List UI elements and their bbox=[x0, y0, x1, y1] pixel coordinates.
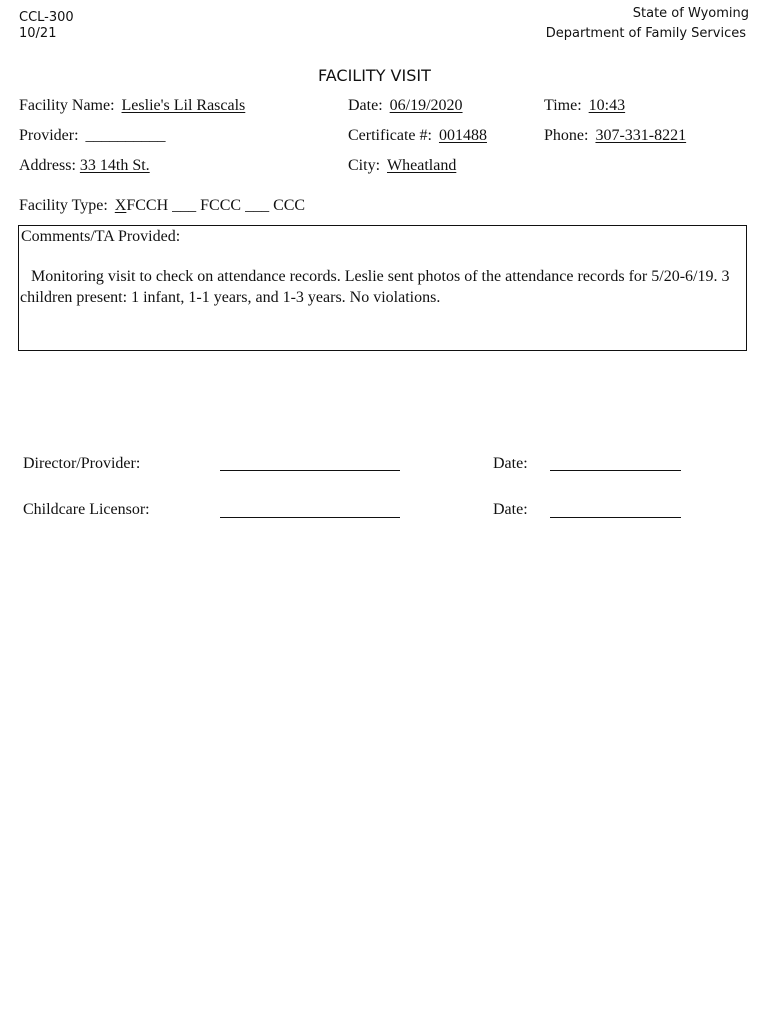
director-date-label: Date: bbox=[493, 455, 528, 472]
certificate-field bbox=[348, 127, 487, 145]
facility-type-fccc-blank: ___ bbox=[172, 197, 197, 214]
comments-text: Monitoring visit to check on attendance records. Leslie sent photos of the attendance records for 5/20-6/19. 3 children present: 1 infant, 1-1 years, and 1-3 years. No violations. bbox=[20, 268, 730, 306]
phone-value: 307-331-8221 bbox=[595, 127, 687, 144]
page-title: FACILITY VISIT bbox=[318, 66, 431, 85]
facility-type-field bbox=[19, 197, 305, 215]
visit-date-value: 06/19/2020 bbox=[389, 97, 463, 114]
facility-type-ccc-blank: ___ bbox=[245, 197, 270, 214]
director-provider-label: Director/Provider: bbox=[23, 455, 141, 472]
address-field bbox=[19, 157, 150, 175]
comments-box bbox=[18, 225, 747, 351]
address-label: Address: bbox=[19, 157, 76, 174]
provider-value: __________ bbox=[85, 127, 166, 144]
childcare-licensor-label: Childcare Licensor: bbox=[23, 501, 150, 518]
licensor-signature-line bbox=[220, 517, 400, 518]
facility-type-fcch-mark: X bbox=[114, 197, 127, 214]
visit-time-field bbox=[544, 97, 625, 115]
facility-name-value: Leslie's Lil Rascals bbox=[121, 97, 246, 114]
provider-label: Provider: bbox=[19, 127, 79, 144]
facility-type-fcch: FCCH bbox=[126, 197, 169, 214]
form-revision: 10/21 bbox=[19, 26, 57, 41]
director-date-line bbox=[550, 470, 681, 471]
licensor-date-label: Date: bbox=[493, 501, 528, 518]
state-name: State of Wyoming bbox=[632, 6, 749, 21]
phone-label: Phone: bbox=[544, 127, 589, 144]
visit-date-label: Date: bbox=[348, 97, 383, 114]
certificate-label: Certificate #: bbox=[348, 127, 432, 144]
visit-date-field bbox=[348, 97, 463, 115]
department-name: Department of Family Services bbox=[545, 26, 746, 41]
city-value: Wheatland bbox=[387, 157, 457, 174]
facility-name-label: Facility Name: bbox=[19, 97, 115, 114]
provider-field bbox=[19, 127, 166, 145]
facility-name-field bbox=[19, 97, 245, 115]
facility-type-ccc: CCC bbox=[273, 197, 306, 214]
certificate-value: 001488 bbox=[438, 127, 487, 144]
form-code: CCL-300 bbox=[19, 10, 74, 25]
licensor-date-line bbox=[550, 517, 681, 518]
visit-time-value: 10:43 bbox=[588, 97, 626, 114]
facility-type-label: Facility Type: bbox=[19, 197, 108, 214]
city-label: City: bbox=[348, 157, 381, 174]
facility-type-fccc: FCCC bbox=[200, 197, 242, 214]
comments-label: Comments/TA Provided: bbox=[21, 228, 181, 245]
visit-time-label: Time: bbox=[544, 97, 582, 114]
director-signature-line bbox=[220, 470, 400, 471]
city-field bbox=[348, 157, 456, 175]
phone-field bbox=[544, 127, 686, 145]
address-value: 33 14th St. bbox=[79, 157, 150, 174]
